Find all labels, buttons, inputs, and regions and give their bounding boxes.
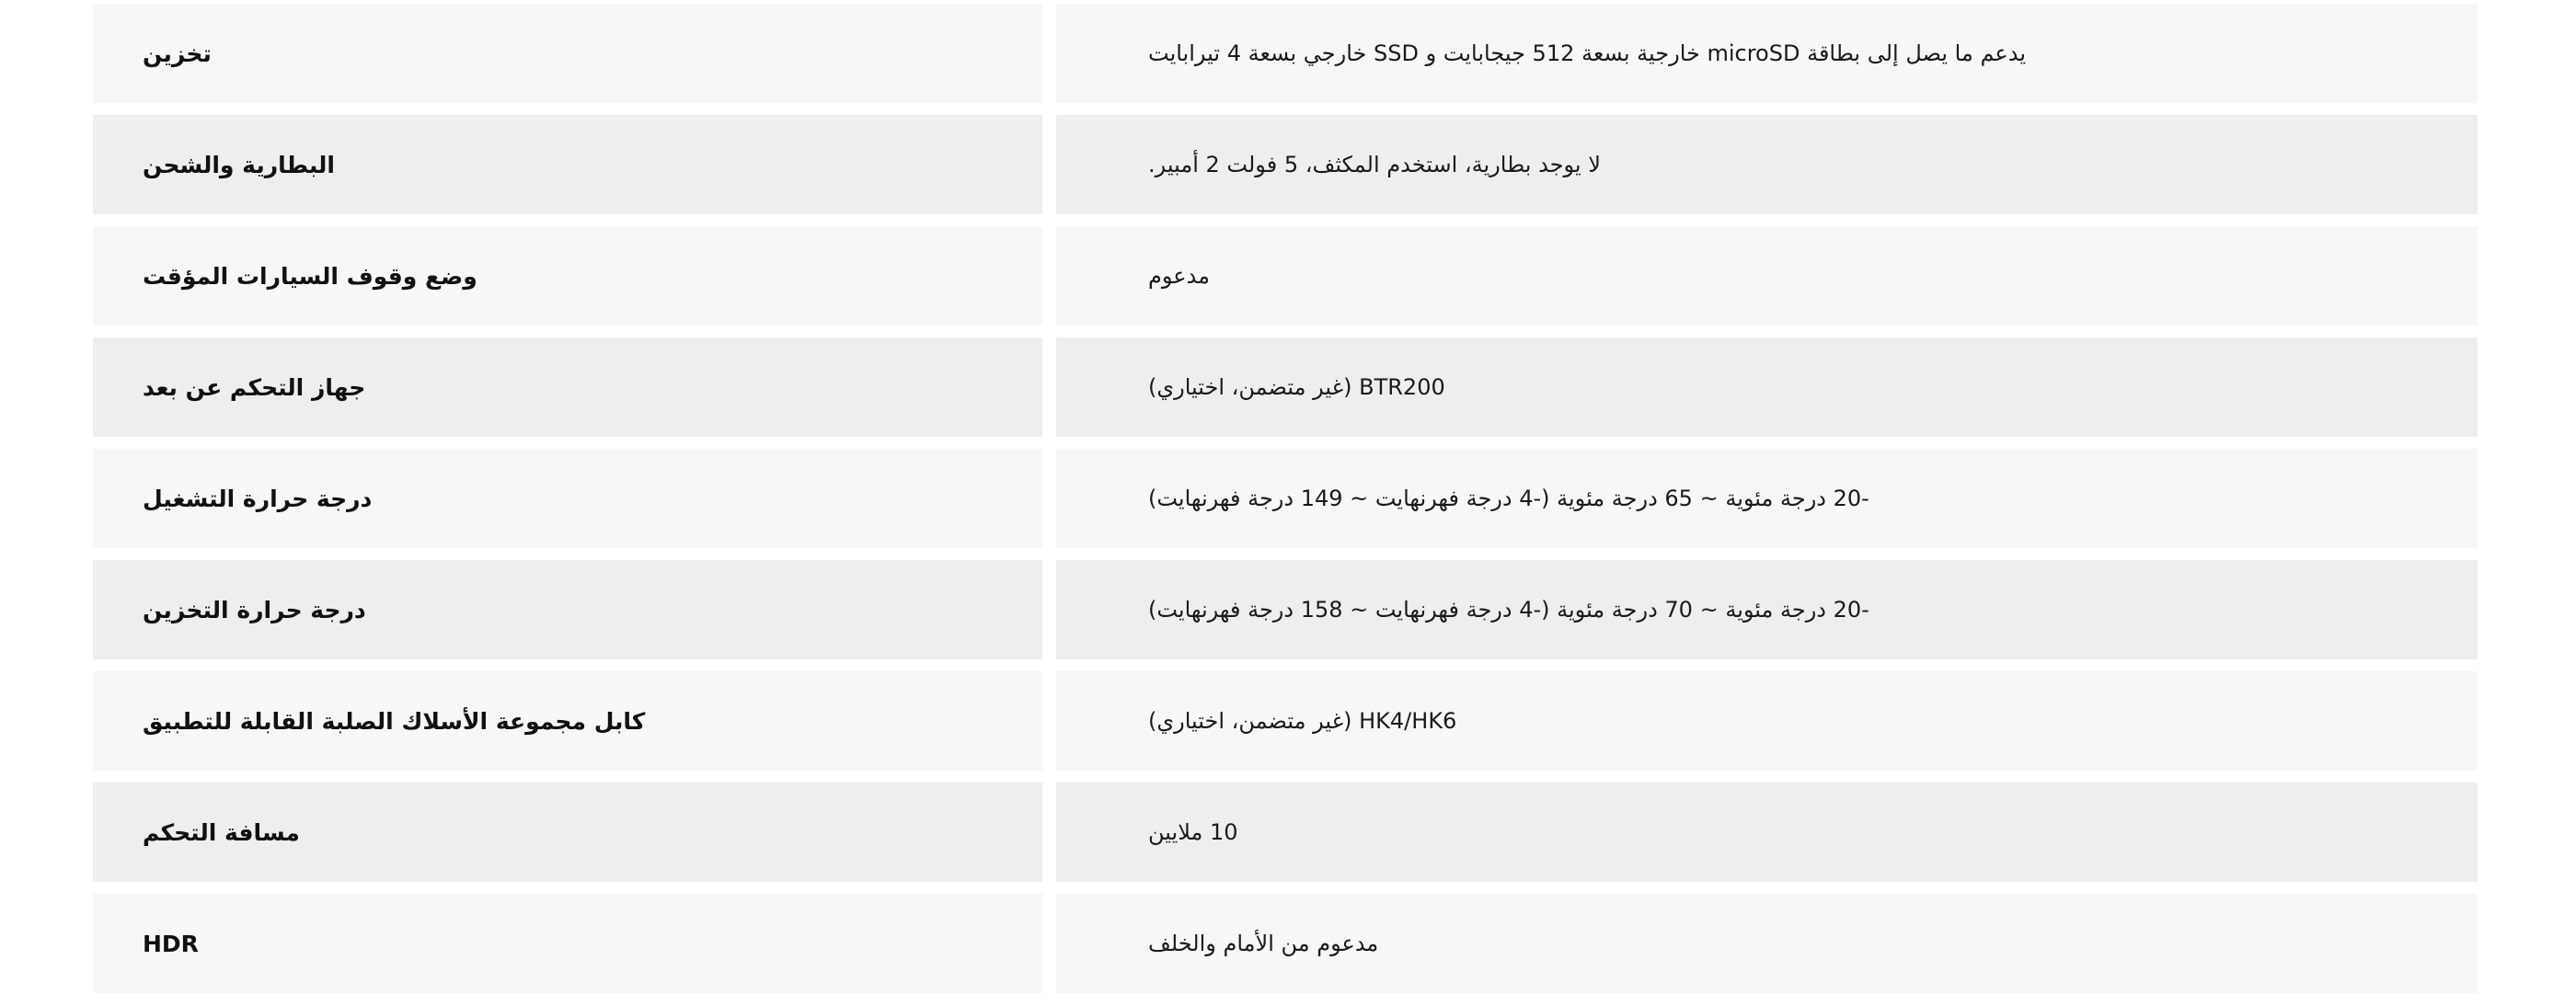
spec-value-cell bbox=[1056, 894, 2478, 993]
spec-label: مسافة التحكم bbox=[143, 818, 300, 846]
spec-row-parking-mode bbox=[93, 226, 2478, 326]
spec-value: HK4/HK6 (غير متضمن، اختياري) bbox=[1148, 708, 1457, 734]
spec-label-cell bbox=[93, 449, 1042, 548]
spec-label-cell bbox=[93, 671, 1042, 771]
spec-value: BTR200 (غير متضمن، اختياري) bbox=[1148, 374, 1445, 400]
spec-value: مدعوم bbox=[1148, 263, 1211, 289]
spec-value: مدعوم من الأمام والخلف bbox=[1148, 931, 1379, 956]
spec-row-control-distance bbox=[93, 783, 2478, 882]
spec-label-cell bbox=[93, 337, 1042, 437]
spec-value-cell bbox=[1056, 449, 2478, 548]
spec-label-cell bbox=[93, 783, 1042, 882]
spec-value: لا يوجد بطارية، استخدم المكثف، 5 فولت 2 أمبير. bbox=[1148, 152, 1601, 177]
spec-value-cell bbox=[1056, 337, 2478, 437]
spec-value-cell bbox=[1056, 560, 2478, 659]
spec-row-remote-control bbox=[93, 337, 2478, 437]
spec-label: HDR bbox=[143, 930, 199, 957]
spec-label-cell bbox=[93, 115, 1042, 214]
spec-value: -20 درجة مئوية ~ 70 درجة مئوية (-4 درجة فهرنهايت ~ 158 درجة فهرنهايت) bbox=[1148, 597, 1869, 623]
spec-row-storage bbox=[93, 4, 2478, 103]
spec-value: يدعم ما يصل إلى بطاقة microSD خارجية بسعة 512 جيجابايت و SSD خارجي بسعة 4 تيرابايت bbox=[1148, 40, 2027, 66]
spec-label-cell bbox=[93, 4, 1042, 103]
spec-value-cell bbox=[1056, 783, 2478, 882]
spec-value-cell bbox=[1056, 226, 2478, 326]
spec-value-cell bbox=[1056, 671, 2478, 771]
spec-label: وضع وقوف السيارات المؤقت bbox=[143, 262, 477, 290]
spec-row-battery-charging bbox=[93, 115, 2478, 214]
spec-row-hdr bbox=[93, 894, 2478, 993]
spec-label: تخزين bbox=[143, 40, 212, 67]
spec-label: درجة حرارة التخزين bbox=[143, 596, 366, 623]
spec-label-cell bbox=[93, 560, 1042, 659]
spec-label-cell bbox=[93, 894, 1042, 993]
spec-label: كابل مجموعة الأسلاك الصلبة القابلة للتطبيق bbox=[143, 707, 646, 735]
spec-value: -20 درجة مئوية ~ 65 درجة مئوية (-4 درجة فهرنهايت ~ 149 درجة فهرنهايت) bbox=[1148, 486, 1869, 511]
spec-label-cell bbox=[93, 226, 1042, 326]
spec-label: البطارية والشحن bbox=[143, 151, 335, 178]
spec-label: درجة حرارة التشغيل bbox=[143, 485, 373, 512]
spec-value-cell bbox=[1056, 4, 2478, 103]
spec-label: جهاز التحكم عن بعد bbox=[143, 373, 366, 401]
spec-row-operating-temperature bbox=[93, 449, 2478, 548]
spec-table bbox=[93, 4, 2478, 1005]
spec-value: 10 ملايين bbox=[1148, 819, 1238, 845]
spec-row-storage-temperature bbox=[93, 560, 2478, 659]
spec-value-cell bbox=[1056, 115, 2478, 214]
spec-row-hardwire-kit bbox=[93, 671, 2478, 771]
